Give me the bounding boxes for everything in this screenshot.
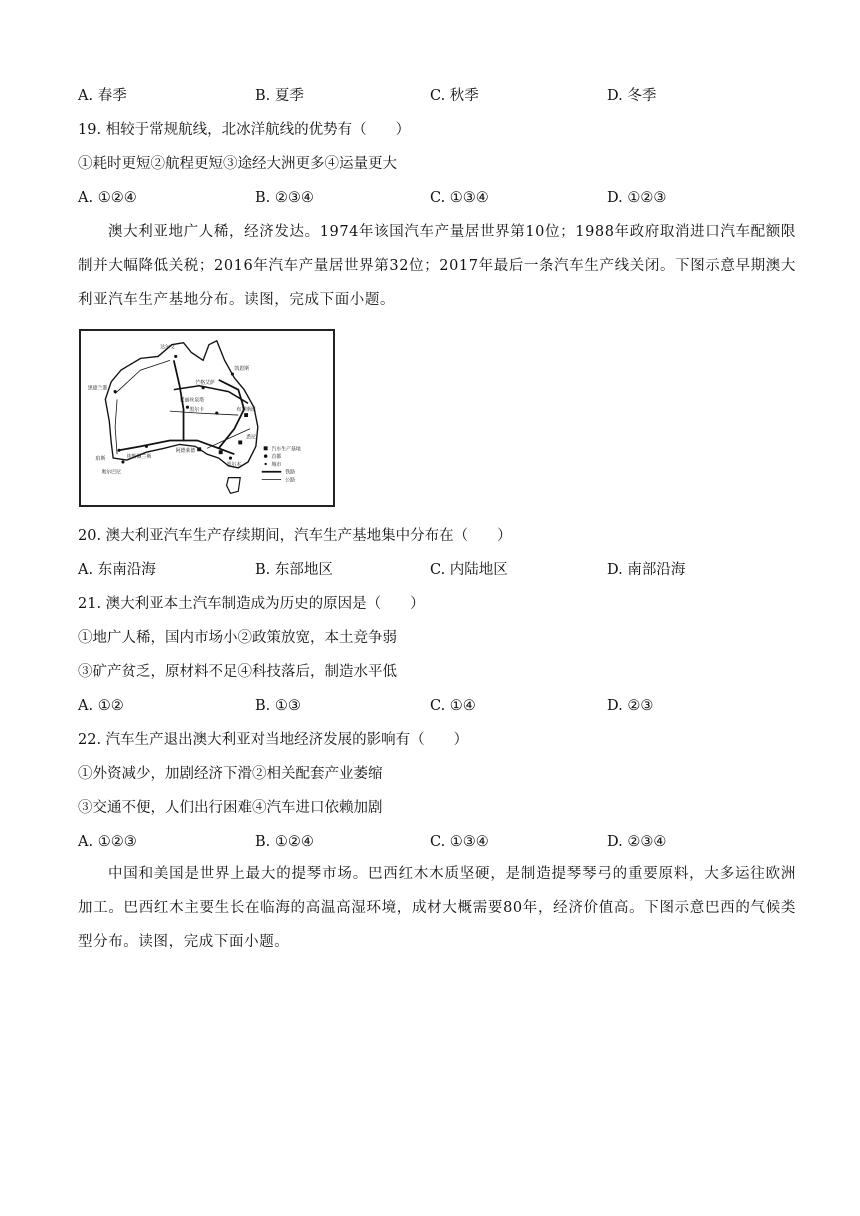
legend-capital: 首都 xyxy=(271,454,282,461)
legend-railway: 铁路 xyxy=(285,469,295,476)
q18-option-c: C. 秋季 xyxy=(430,88,479,104)
map-label-darwin: 达尔文 xyxy=(160,344,175,351)
map-label-mount-isa: 芒格艾萨 xyxy=(195,379,215,386)
q19-items: ①耗时更短②航程更短③途经大洲更多④运量更大 xyxy=(78,156,397,172)
q22-items-1: ①外资减少，加剧经济下滑②相关配套产业萎缩 xyxy=(78,766,383,782)
map-label-cairns: 凯恩斯 xyxy=(234,366,249,373)
map-label-melbourne: 墨尔本 xyxy=(226,461,242,468)
q21-items-2: ③矿产贫乏，原材料不足④科技落后，制造水平低 xyxy=(78,664,397,680)
legend-highway: 公路 xyxy=(285,477,295,484)
q21-option-d: D. ②③ xyxy=(607,698,654,714)
legend-base: 汽车生产基地 xyxy=(271,446,301,453)
q22-option-a: A. ①②③ xyxy=(78,834,137,850)
map-label-city: 黑尔卡 xyxy=(189,407,205,414)
q20-option-c: C. 内陆地区 xyxy=(430,562,508,578)
map-label-albany: 奥尔巴尼 xyxy=(101,469,121,476)
map-label-sydney: 悉尼 xyxy=(246,434,256,441)
q21-items-1: ①地广人稀，国内市场小②政策放宽，本土竞争弱 xyxy=(78,630,397,646)
q22-option-c: C. ①③④ xyxy=(430,834,489,850)
q21-option-a: A. ①② xyxy=(78,698,124,714)
passage-brazil: 中国和美国是世界上最大的提琴市场。巴西红木木质坚硬，是制造提琴琴弓的重要原料，大多运往欧洲加工。巴西红木主要生长在临海的高温高湿环境，成材大概需要80年，经济价值高。下图示意巴西的气候类型分布。读图，完成下面小题。 xyxy=(78,866,796,950)
q22-option-b: B. ①②④ xyxy=(255,834,314,850)
q18-option-d: D. 冬季 xyxy=(607,88,657,104)
map-drawing xyxy=(81,331,333,505)
map-label-adelaide: 阿德莱德 xyxy=(175,448,196,455)
q19-option-c: C. ①③④ xyxy=(430,190,489,206)
q20-option-d: D. 南部沿海 xyxy=(607,562,686,578)
q21-option-b: B. ①③ xyxy=(255,698,301,714)
map-label-port-hedland: 黑德兰港 xyxy=(87,385,108,392)
q18-option-a: A. 春季 xyxy=(78,88,127,104)
q20-option-b: B. 东部地区 xyxy=(255,562,333,578)
q20-option-a: A. 东南沿海 xyxy=(78,562,156,578)
map-label-perth: 珀斯 xyxy=(95,456,106,463)
map-label-brisbane: 布里斯班 xyxy=(236,407,256,414)
q22-option-d: D. ②③④ xyxy=(607,834,667,850)
passage-australia: 澳大利亚地广人稀，经济发达。1974年该国汽车产量居世界第10位；1988年政府取消进口汽车配额限制并大幅降低关税；2016年汽车产量居世界第32位；2017年最后一条汽车生产线关闭。下图示意早期澳大利亚汽车生产基地分布。读图，完成下面小题。 xyxy=(78,224,796,308)
q21-option-c: C. ①④ xyxy=(430,698,476,714)
q20-stem: 20. 澳大利亚汽车生产存续期间，汽车生产基地集中分布在（ ） xyxy=(78,528,512,544)
q19-option-b: B. ②③④ xyxy=(255,190,314,206)
q19-option-d: D. ①②③ xyxy=(607,190,667,206)
map-label-alice-springs: 爱丽丝泉塔 xyxy=(179,397,205,404)
q19-stem: 19. 相较于常规航线，北冰洋航线的优势有（ ） xyxy=(78,122,411,138)
australia-auto-base-map xyxy=(79,329,335,507)
q18-option-b: B. 夏季 xyxy=(255,88,304,104)
q19-option-a: A. ①②④ xyxy=(78,190,137,206)
q22-stem: 22. 汽车生产退出澳大利亚对当地经济发展的影响有（ ） xyxy=(78,732,469,748)
legend-city: 城市 xyxy=(271,461,282,468)
q22-items-2: ③交通不便，人们出行困难④汽车进口依赖加剧 xyxy=(78,800,383,816)
q21-stem: 21. 澳大利亚本土汽车制造成为历史的原因是（ ） xyxy=(78,596,425,612)
map-label-esperance: 埃斯佩兰斯 xyxy=(126,454,152,461)
map-legend xyxy=(262,445,301,483)
